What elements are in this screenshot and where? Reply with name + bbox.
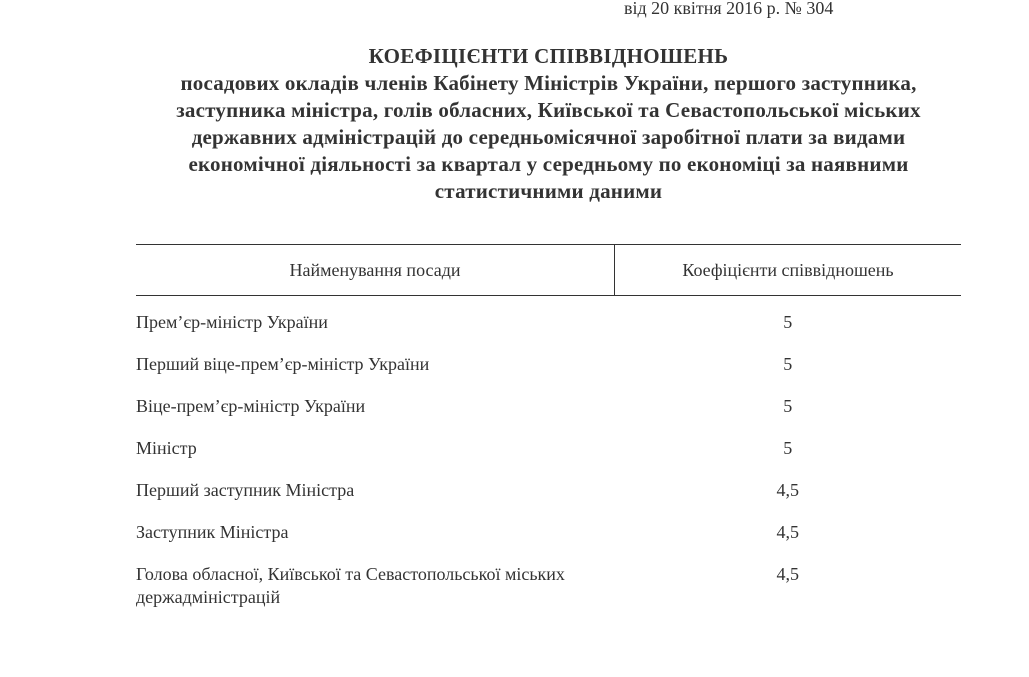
position-name: Прем’єр-міністр України bbox=[136, 312, 328, 332]
header-position: Найменування посади bbox=[136, 245, 615, 296]
table-row bbox=[136, 380, 961, 422]
position-cell bbox=[136, 380, 615, 422]
coefficient-cell: 4,5 bbox=[776, 522, 799, 542]
table-row bbox=[136, 296, 961, 339]
position-name: Міністр bbox=[136, 438, 197, 458]
coefficient-cell: 5 bbox=[783, 354, 793, 374]
coefficients-table bbox=[136, 244, 961, 613]
document-subtitle: посадових окладів членів Кабінету Міністрів України, першого заступника, заступника міністра, голів обласних, Київської та Севастопольської міських державних адміністрацій до середньомісячної заробітної плати за видами економічної діяльності за квартал у середньому по економіці за наявними статистичними даними bbox=[176, 71, 921, 203]
position-name: Віце-прем’єр-міністр України bbox=[136, 396, 366, 416]
position-cell bbox=[136, 296, 615, 339]
position-cell bbox=[136, 548, 615, 613]
position-cell bbox=[136, 338, 615, 380]
document-title: КОЕФІЦІЄНТИ СПІВВІДНОШЕНЬ bbox=[368, 44, 729, 68]
coefficient-cell: 5 bbox=[783, 312, 793, 332]
position-name: Голова обласної, Київської та Севастопольської міських держадміністрацій bbox=[136, 564, 565, 607]
document-title-block bbox=[136, 43, 961, 205]
table-row bbox=[136, 506, 961, 548]
coefficient-cell: 5 bbox=[783, 438, 793, 458]
position-name: Перший заступник Міністра bbox=[136, 480, 355, 500]
coefficient-cell: 5 bbox=[783, 396, 793, 416]
position-name: Перший віце-прем’єр-міністр України bbox=[136, 354, 430, 374]
position-cell bbox=[136, 506, 615, 548]
position-cell bbox=[136, 422, 615, 464]
coefficient-cell: 4,5 bbox=[776, 564, 799, 584]
table-row bbox=[136, 338, 961, 380]
position-cell bbox=[136, 464, 615, 506]
table-row bbox=[136, 464, 961, 506]
table-row bbox=[136, 548, 961, 613]
decree-reference: від 20 квітня 2016 р. № 304 bbox=[624, 0, 834, 18]
coefficient-cell: 4,5 bbox=[776, 480, 799, 500]
table-row bbox=[136, 422, 961, 464]
position-name: Заступник Міністра bbox=[136, 522, 289, 542]
table-header-row bbox=[136, 245, 961, 296]
header-coefficient: Коефіцієнти співвідношень bbox=[615, 245, 962, 296]
